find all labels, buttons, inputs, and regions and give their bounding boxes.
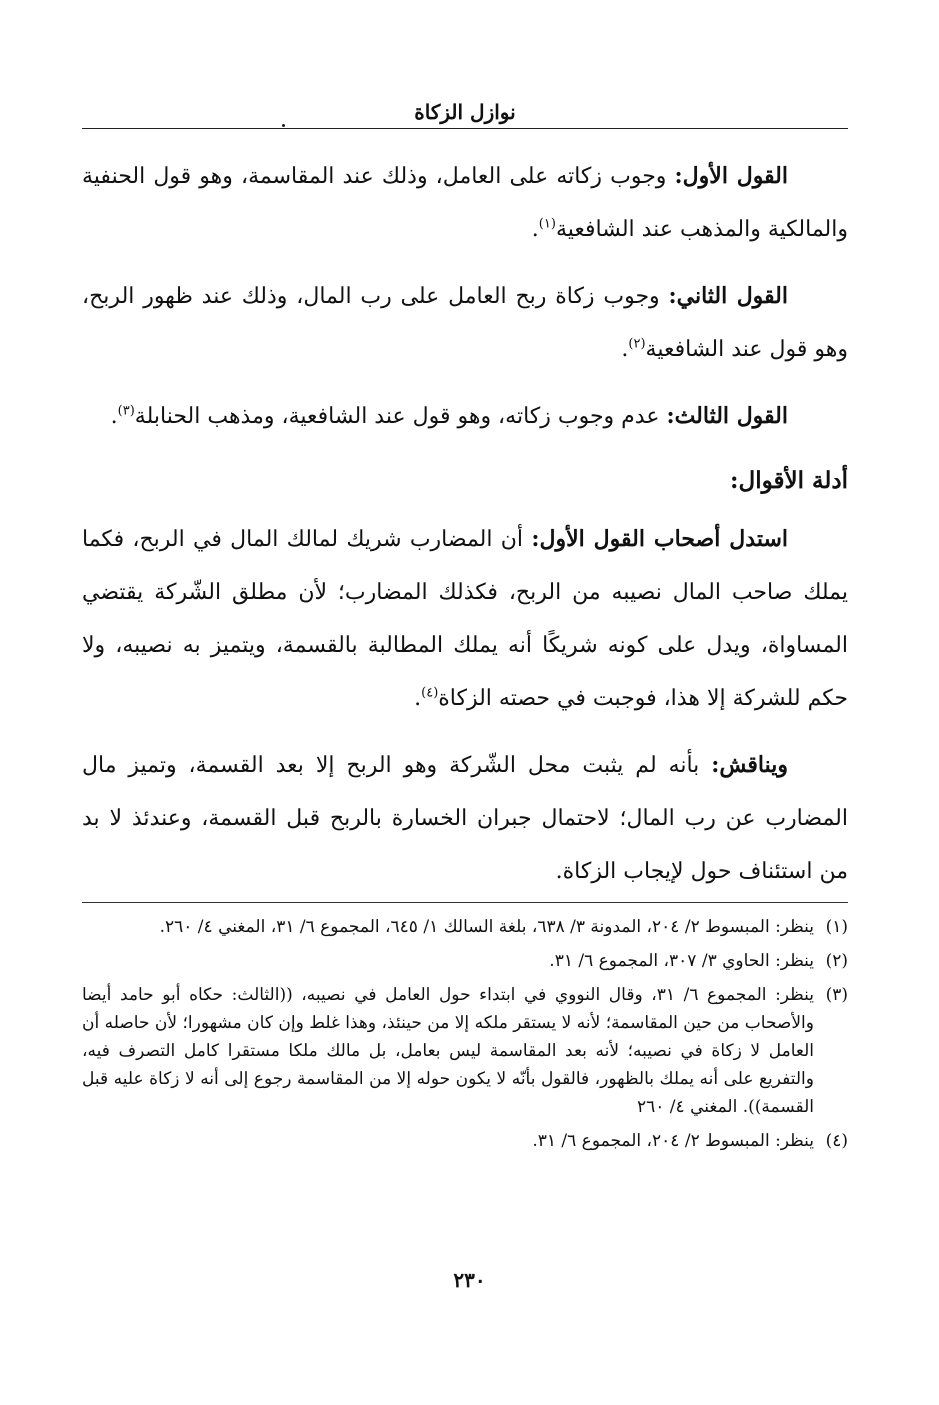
paragraph-text: عدم وجوب زكاته، وهو قول عند الشافعية، ومذهب الحنابلة — [134, 404, 667, 429]
paragraph-lead: ويناقش: — [711, 752, 788, 778]
footnote — [82, 947, 848, 975]
footnote — [82, 1127, 848, 1155]
paragraph-second-opinion — [82, 270, 848, 376]
footnote-text: ينظر: الحاوي ٣/ ٣٠٧، المجموع ٦/ ٣١. — [549, 951, 814, 971]
footnote-text: ينظر: المبسوط ٢/ ٢٠٤، المجموع ٦/ ٣١. — [532, 1131, 814, 1151]
page-number: ٢٣٠ — [453, 1268, 486, 1292]
paragraph-text: بأنه لم يثبت محل الشّركة وهو الربح إلا بعد القسمة، وتميز مال المضارب عن رب المال؛ لاحتمال جبران الخسارة بالربح قبل القسمة، وعندئذ لا بد من استئناف حول لإيجاب الزكاة. — [82, 753, 848, 884]
paragraph-end: . — [621, 337, 629, 362]
paragraph-end: . — [414, 686, 422, 711]
running-title: نوازل الزكاة — [414, 100, 516, 124]
footnote-number: (١) — [825, 917, 848, 937]
footnote-number: (٢) — [825, 951, 848, 971]
footnote-ref[interactable]: (٢) — [628, 336, 646, 352]
paragraph-lead: القول الثاني: — [668, 283, 788, 309]
footnote-ref[interactable]: (١) — [538, 216, 556, 232]
paragraph-text: أن المضارب شريك لمالك المال في الربح، فكما يملك صاحب المال نصيبه من الربح، فكذلك المضارب؛ لأن مطلق الشّركة يقتضي المساواة، ويدل على كونه شريكًا أنه يملك المطالبة بالقسمة، ويتميز به نصيبه، ولا حكم للشركة إلا هذا، فوجبت في حصته الزكاة — [82, 527, 848, 711]
main-text — [82, 150, 848, 912]
paragraph-lead: القول الثالث: — [666, 403, 788, 429]
header-dot — [282, 124, 285, 127]
paragraph-lead: استدل أصحاب القول الأول: — [531, 526, 788, 552]
footnote-number: (٣) — [825, 985, 848, 1005]
footnote-rule — [82, 902, 848, 903]
footnote-text: ينظر: المبسوط ٢/ ٢٠٤، المدونة ٣/ ٦٣٨، بلغة السالك ١/ ٦٤٥، المجموع ٦/ ٣١، المغني ٤/ ٢٦٠. — [159, 917, 814, 937]
paragraph-lead: القول الأول: — [674, 163, 788, 189]
footnote-text: ينظر: المجموع ٦/ ٣١، وقال النووي في ابتداء حول العامل في نصيبه، ((الثالث: حكاه أبو حامد أيضا والأصحاب من حين المقاسمة؛ لأنه لا يستقر ملكه إلا من حينئذ، وهذا غلط وإن كان مشهورا؛ لأن حاصله أن العامل لا زكاة في نصيبه؛ لأنه بعد المقاسمة ليس بعامل، بل مالك ملكا مستقرا كامل التصرف فيه، والتفريع على أنه يملك بالظهور، فالقول بأنّه لا يكون حوله إلا من المقاسمة رجوع إلى أنه لا زكاة عليه قبل القسمة)). المغني ٤/ ٢٦٠ — [82, 985, 814, 1117]
paragraph-first-opinion — [82, 150, 848, 256]
footnote — [82, 981, 848, 1121]
footnote — [82, 913, 848, 941]
paragraph-third-opinion — [82, 390, 848, 443]
paragraph-text: وجوب زكاته على العامل، وذلك عند المقاسمة، وهو قول الحنفية والمالكية والمذهب عند الشافعية — [82, 164, 848, 242]
footnote-ref[interactable]: (٣) — [117, 403, 135, 419]
header-rule — [82, 128, 848, 129]
paragraph-rebuttal — [82, 739, 848, 898]
paragraph-end: . — [110, 404, 118, 429]
paragraph-end: . — [531, 217, 539, 242]
paragraph-first-evidence — [82, 513, 848, 725]
paragraph-text: وجوب زكاة ربح العامل على رب المال، وذلك عند ظهور الربح، وهو قول عند الشافعية — [82, 284, 848, 362]
footnote-ref[interactable]: (٤) — [421, 685, 439, 701]
section-heading: أدلة الأقوال: — [730, 467, 848, 494]
footnote-number: (٤) — [825, 1131, 848, 1151]
footnotes — [82, 913, 848, 1161]
